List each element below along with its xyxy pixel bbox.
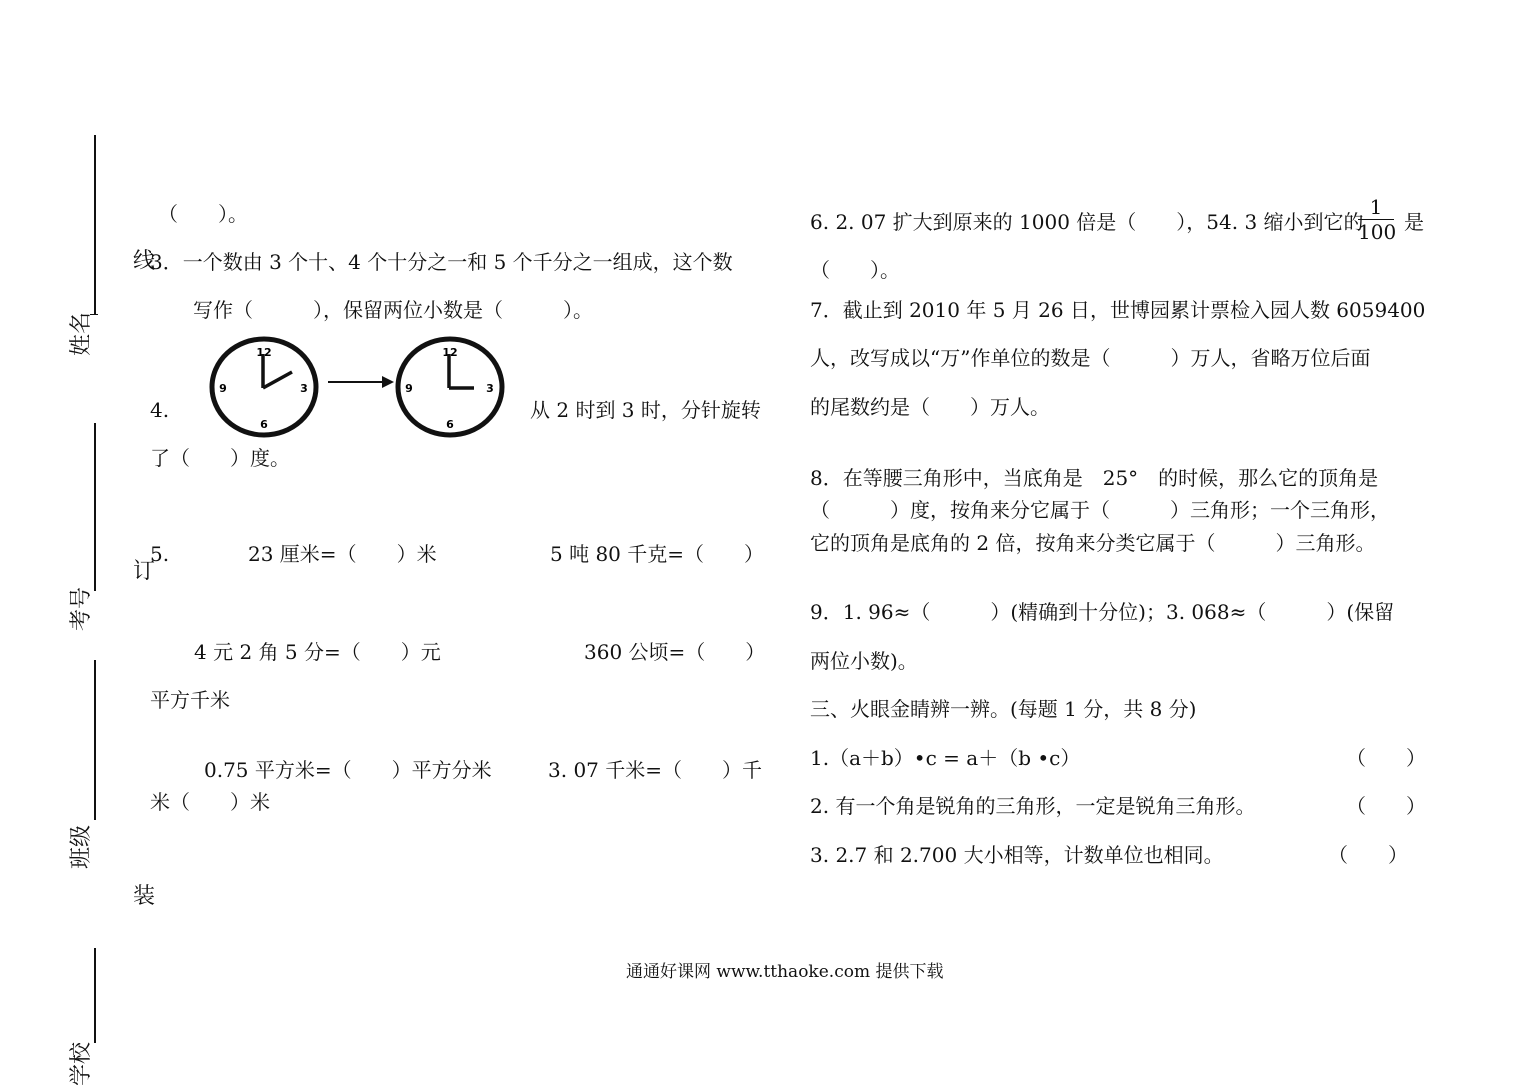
q5-f: 3. 07 千米=（ ）千 — [548, 758, 763, 782]
binding-line-4 — [94, 948, 96, 1043]
binding-line-3 — [94, 660, 96, 820]
q2-tail: （ ）。 — [158, 202, 248, 226]
exam-number-label: 考号 — [69, 586, 95, 632]
q5-b: 5 吨 80 千克=（ ） — [550, 542, 765, 566]
q4-number: 4. — [150, 398, 170, 422]
q8-line2: （ ）度，按角来分它属于（ ）三角形；一个三角形， — [810, 498, 1390, 522]
clock-icon-2-oclock — [208, 334, 320, 440]
q3-line2: 写作（ ），保留两位小数是（ ）。 — [193, 298, 593, 322]
clock2-num-9: 9 — [405, 382, 413, 395]
clock1-num-12: 12 — [256, 346, 272, 359]
section3-title: 三、火眼金睛辨一辨。(每题 1 分，共 8 分) — [810, 697, 1197, 721]
q5-e: 0.75 平方米=（ ）平方分米 — [204, 758, 492, 782]
binding-mark-order: 订 — [133, 559, 156, 584]
binding-mark-bind: 装 — [133, 884, 156, 909]
tf-blank-2: （ ） — [1346, 794, 1426, 818]
q6-line1: 6. 2. 07 扩大到原来的 1000 倍是（ ），54. 3 缩小到它的 — [810, 210, 1364, 234]
clock2-num-6: 6 — [446, 418, 454, 431]
q4-text: 从 2 时到 3 时，分针旋转 — [530, 398, 761, 422]
binding-mark-line: 线 — [133, 249, 156, 274]
q7-line3: 的尾数约是（ ）万人。 — [810, 395, 1050, 419]
clock2-num-3: 3 — [486, 382, 494, 395]
q7-line2: 人，改写成以“万”作单位的数是（ ）万人，省略万位后面 — [810, 346, 1371, 370]
tf-item-3: 3. 2.7 和 2.700 大小相等，计数单位也相同。 — [810, 843, 1224, 867]
class-label: 班级 — [69, 824, 95, 870]
binding-line-2 — [94, 423, 96, 591]
q6-fraction — [1358, 195, 1397, 244]
q5-d-tail: 平方千米 — [150, 688, 230, 712]
q6-line1-end: 是 — [1404, 210, 1424, 234]
binding-line-1 — [94, 135, 96, 315]
clock-icon-3-oclock — [394, 334, 506, 440]
q5-number: 5. — [150, 542, 170, 566]
tf-blank-1: （ ） — [1346, 746, 1426, 770]
arrow-icon — [326, 374, 396, 390]
name-label: 姓名 — [69, 311, 95, 357]
q5-a: 23 厘米=（ ）米 — [248, 542, 437, 566]
tf-item-1: 1.（a＋b）•c = a＋（b •c） — [810, 746, 1081, 770]
clock1-hour-hand — [263, 372, 292, 388]
clock2-num-12: 12 — [442, 346, 458, 359]
clock1-num-3: 3 — [300, 382, 308, 395]
q9-line2: 两位小数)。 — [810, 649, 918, 673]
q5-d: 360 公顷=（ ） — [584, 640, 766, 664]
q5-f-tail: 米（ ）米 — [150, 790, 270, 814]
clock1-num-9: 9 — [219, 382, 227, 395]
q5-c: 4 元 2 角 5 分=（ ）元 — [194, 640, 441, 664]
tf-blank-3: （ ） — [1328, 843, 1408, 867]
q3-line1: 3．一个数由 3 个十、4 个十分之一和 5 个千分之一组成，这个数 — [150, 250, 733, 274]
q6-fraction-denominator: 100 — [1358, 220, 1397, 244]
school-label: 学校 — [69, 1041, 95, 1087]
q9-line1: 9．1. 96≈（ ）(精确到十分位)；3. 068≈（ ）(保留 — [810, 600, 1395, 624]
q4-line2: 了（ ）度。 — [150, 446, 290, 470]
q8-line1: 8．在等腰三角形中，当底角是 25° 的时候，那么它的顶角是 — [810, 466, 1379, 490]
q6-line2: （ ）。 — [810, 258, 900, 282]
q7-line1: 7．截止到 2010 年 5 月 26 日，世博园累计票检入园人数 6059400 — [810, 298, 1426, 322]
clock1-num-6: 6 — [260, 418, 268, 431]
footer-credit: 通通好课网 www.tthaoke.com 提供下载 — [626, 962, 944, 982]
q8-line3: 它的顶角是底角的 2 倍，按角来分类它属于（ ）三角形。 — [810, 531, 1376, 555]
q6-fraction-numerator: 1 — [1369, 195, 1383, 219]
tf-item-2: 2. 有一个角是锐角的三角形，一定是锐角三角形。 — [810, 794, 1256, 818]
